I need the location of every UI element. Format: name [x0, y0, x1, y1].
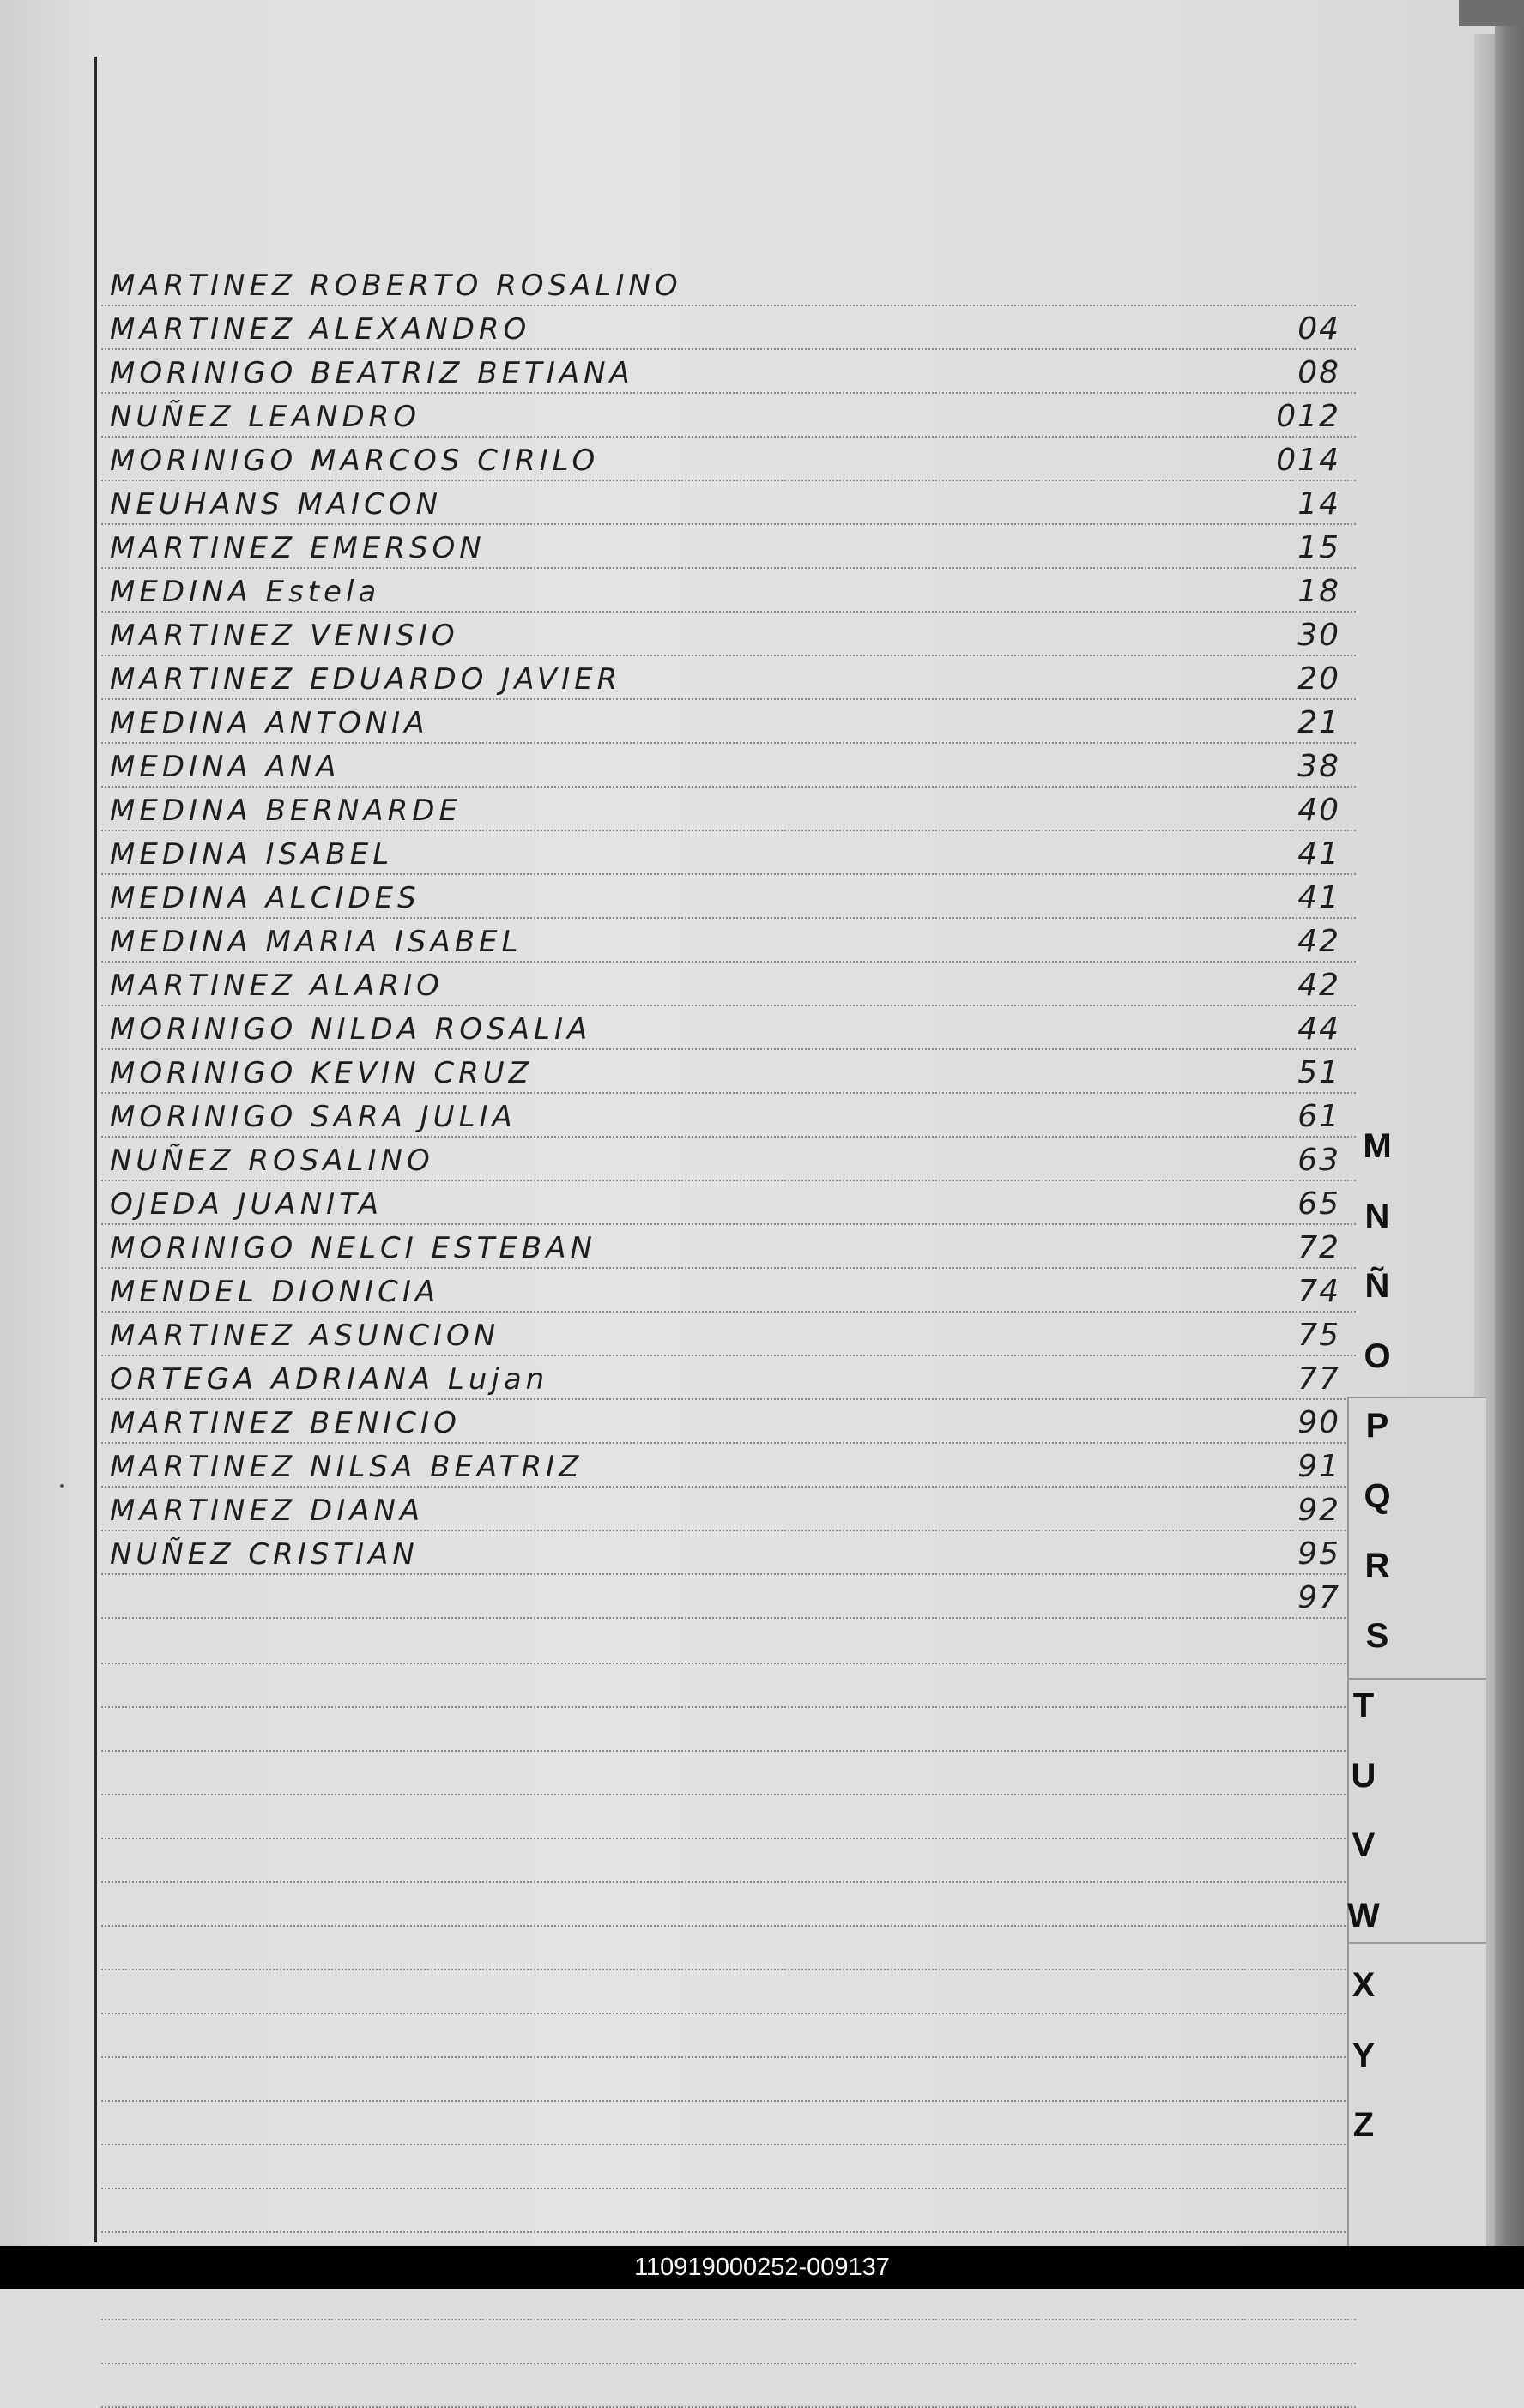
register-row — [94, 1488, 1356, 1531]
entry-name: MENDEL DIONICIA — [110, 1275, 440, 1309]
register-row — [94, 1225, 1356, 1269]
register-row — [94, 1356, 1356, 1400]
entry-number: 18 — [1297, 574, 1340, 609]
index-letter[interactable]: Z — [1352, 2106, 1375, 2144]
entry-number: 08 — [1297, 355, 1340, 390]
entry-name: NUÑEZ LEANDRO — [110, 400, 421, 434]
blank-dotted-rule — [101, 1881, 1356, 1883]
register-row — [94, 1050, 1356, 1094]
entry-name: MORINIGO NILDA ROSALIA — [110, 1012, 592, 1047]
entry-number: 90 — [1297, 1405, 1340, 1440]
entry-number: 04 — [1297, 311, 1340, 347]
blank-dotted-rule — [101, 1838, 1356, 1839]
entry-number: 15 — [1297, 530, 1340, 565]
entry-number: 63 — [1297, 1143, 1340, 1178]
entry-name: MARTINEZ NILSA BEATRIZ — [110, 1450, 584, 1484]
index-letter[interactable]: O — [1364, 1337, 1391, 1375]
index-letter[interactable]: N — [1364, 1198, 1390, 1235]
entry-number: 42 — [1297, 968, 1340, 1003]
entry-number: 41 — [1297, 880, 1340, 915]
entry-name: MARTINEZ DIANA — [110, 1494, 425, 1528]
entry-number: 72 — [1297, 1230, 1340, 1265]
blank-dotted-rule — [101, 1969, 1356, 1970]
register-row — [94, 1094, 1356, 1138]
index-letter[interactable]: Ñ — [1364, 1267, 1390, 1305]
register-row — [94, 1138, 1356, 1181]
entry-name: OJEDA JUANITA — [110, 1187, 384, 1222]
entry-name: MARTINEZ EDUARDO JAVIER — [110, 662, 622, 697]
register-row — [94, 1531, 1356, 1575]
entry-name: MEDINA ANA — [110, 750, 341, 784]
register-row — [94, 1006, 1356, 1050]
entry-number: 97 — [1297, 1580, 1340, 1615]
entry-name: MEDINA Estela — [110, 575, 381, 609]
entry-number: 91 — [1297, 1449, 1340, 1484]
document-code: 110919000252-009137 — [634, 2254, 890, 2281]
entry-number: 75 — [1297, 1318, 1340, 1353]
entry-name: MEDINA BERNARDE — [110, 794, 462, 828]
blank-dotted-rule — [101, 2363, 1356, 2364]
register-row — [94, 438, 1356, 481]
entry-number: 20 — [1297, 661, 1340, 697]
blank-dotted-rule — [101, 1794, 1356, 1795]
entry-name: ORTEGA ADRIANA Lujan — [110, 1362, 549, 1397]
entry-name: MORINIGO KEVIN CRUZ — [110, 1056, 533, 1090]
register-row — [94, 306, 1356, 350]
register-row — [94, 1575, 1356, 1619]
register-row — [94, 1313, 1356, 1356]
entry-number: 41 — [1297, 836, 1340, 872]
register-row — [94, 656, 1356, 700]
entry-number: 012 — [1276, 399, 1340, 434]
entry-name: MEDINA ALCIDES — [110, 881, 420, 915]
entry-name: MEDINA MARIA ISABEL — [110, 925, 523, 959]
index-letter[interactable]: M — [1363, 1127, 1392, 1165]
register-row — [94, 1181, 1356, 1225]
entry-number: 21 — [1297, 705, 1340, 740]
entry-name: MORINIGO NELCI ESTEBAN — [110, 1231, 596, 1265]
entry-name: NEUHANS MAICON — [110, 487, 443, 522]
register-row — [94, 875, 1356, 919]
blank-dotted-rule — [101, 2013, 1356, 2014]
entry-number: 51 — [1297, 1055, 1340, 1090]
index-letter[interactable]: S — [1365, 1617, 1389, 1655]
register-row — [94, 1444, 1356, 1488]
register-row — [94, 263, 1356, 306]
blank-dotted-rule — [101, 1750, 1356, 1752]
register-row — [94, 700, 1356, 744]
entry-name: NUÑEZ CRISTIAN — [110, 1537, 419, 1572]
entry-name: MARTINEZ ALEXANDRO — [110, 312, 531, 347]
register-row — [94, 919, 1356, 963]
binder-edge — [1495, 0, 1524, 2246]
register-row — [94, 394, 1356, 438]
blank-dotted-rule — [101, 1925, 1356, 1927]
entry-name: NUÑEZ ROSALINO — [110, 1144, 434, 1178]
blank-dotted-rule — [101, 1706, 1356, 1708]
entry-number: 42 — [1297, 924, 1340, 959]
register-row — [94, 350, 1356, 394]
index-letter[interactable]: V — [1352, 1826, 1376, 1864]
blank-dotted-rule — [101, 2231, 1356, 2233]
entry-number: 77 — [1297, 1361, 1340, 1397]
blank-dotted-rule — [101, 1663, 1356, 1664]
entry-number: 40 — [1297, 793, 1340, 828]
blank-dotted-rule — [101, 2188, 1356, 2189]
index-letter[interactable]: T — [1352, 1687, 1375, 1724]
register-row — [94, 788, 1356, 831]
entry-name: MEDINA ANTONIA — [110, 706, 429, 740]
register-row — [94, 744, 1356, 788]
entry-number: 014 — [1276, 443, 1340, 478]
register-row — [94, 481, 1356, 525]
index-letter[interactable]: U — [1351, 1757, 1376, 1795]
index-letter[interactable]: Q — [1364, 1477, 1391, 1515]
entry-number: 30 — [1297, 618, 1340, 653]
blank-dotted-rule — [101, 2319, 1356, 2320]
entry-name: MARTINEZ VENISIO — [110, 619, 459, 653]
entry-name: MARTINEZ ROBERTO ROSALINO — [110, 269, 682, 303]
blank-dotted-rule — [101, 2144, 1356, 2145]
entry-number: 92 — [1297, 1493, 1340, 1528]
entry-name: MEDINA ISABEL — [110, 837, 394, 872]
entry-number: 74 — [1297, 1274, 1340, 1309]
index-letter[interactable]: Y — [1352, 2037, 1376, 2074]
register-row — [94, 569, 1356, 613]
index-letter[interactable]: P — [1365, 1407, 1389, 1445]
entry-number: 61 — [1297, 1099, 1340, 1134]
entry-name: MORINIGO BEATRIZ BETIANA — [110, 356, 634, 390]
blank-dotted-rule — [101, 2056, 1356, 2058]
register-row — [94, 1400, 1356, 1444]
register-row — [94, 963, 1356, 1006]
dotted-rule — [101, 1617, 1356, 1619]
entry-number: 14 — [1297, 486, 1340, 522]
entry-number: 44 — [1297, 1011, 1340, 1047]
register-row — [94, 1269, 1356, 1313]
blank-dotted-rule — [101, 2100, 1356, 2102]
entry-number: 65 — [1297, 1186, 1340, 1222]
entry-number: 38 — [1297, 749, 1340, 784]
register-row — [94, 525, 1356, 569]
entry-name: MARTINEZ BENICIO — [110, 1406, 461, 1440]
entry-name: MARTINEZ ALARIO — [110, 969, 444, 1003]
entry-name: MORINIGO MARCOS CIRILO — [110, 444, 600, 478]
register-row — [94, 613, 1356, 656]
register-row — [94, 831, 1356, 875]
index-letter[interactable]: R — [1364, 1547, 1390, 1584]
entry-name: MARTINEZ ASUNCION — [110, 1319, 500, 1353]
index-letter[interactable]: X — [1352, 1966, 1376, 2004]
entry-name: MORINIGO SARA JULIA — [110, 1100, 517, 1134]
entry-name: MARTINEZ EMERSON — [110, 531, 486, 565]
ink-speck — [60, 1484, 64, 1488]
index-letter[interactable]: W — [1347, 1897, 1380, 1934]
entry-number: 95 — [1297, 1536, 1340, 1572]
